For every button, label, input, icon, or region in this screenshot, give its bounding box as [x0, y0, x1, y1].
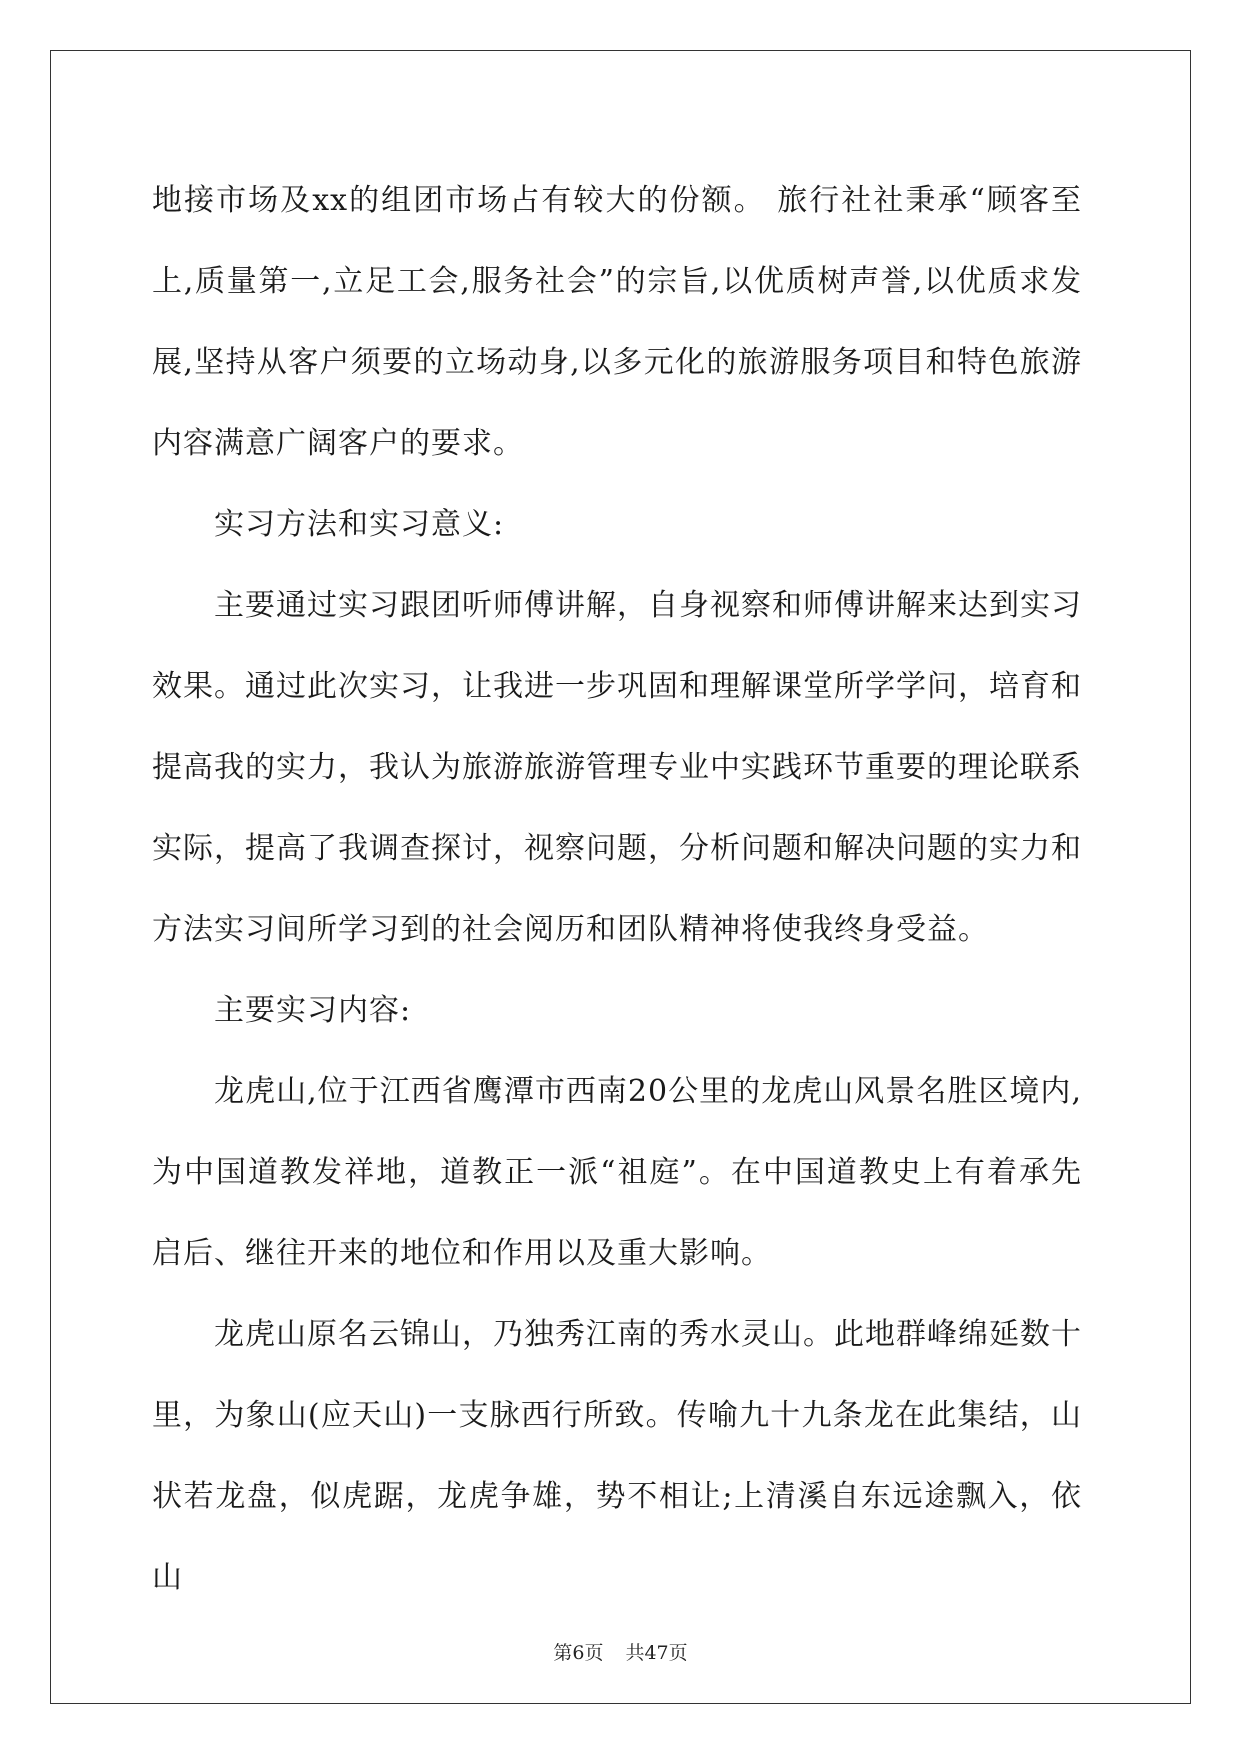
page-number: 第6页 [553, 1642, 604, 1664]
heading-main-content: 主要实习内容: [152, 993, 412, 1028]
paragraph-method: 主要通过实习跟团听师傅讲解，自身视察和师傅讲解来达到实习效果。通过此次实习，让我进一步巩固和理解课堂所学学问，培育和提高我的实力，我认为旅游旅游管理专业中实践环节重要的理论联系实际，提高了我调查探讨，视察问题，分析问题和解决问题的实力和方法实习间所学习到的社会阅历和团队精神将使我终身受益。 [152, 588, 1082, 947]
page-footer [0, 1638, 1241, 1665]
paragraph-longhushan-history: 龙虎山原名云锦山，乃独秀江南的秀水灵山。此地群峰绵延数十里，为象山(应天山)一支脉西行所致。传喻九十九条龙在此集结，山状若龙盘，似虎踞，龙虎争雄，势不相让;上清溪自东远途飘入，依山 [152, 1317, 1082, 1595]
heading-method-and-significance: 实习方法和实习意义: [152, 507, 505, 542]
document-body [152, 160, 1082, 1618]
paragraph-longhushan-location: 龙虎山,位于江西省鹰潭市西南20公里的龙虎山风景名胜区境内,为中国道教发祥地，道教正一派“祖庭”。在中国道教史上有着承先启后、继往开来的地位和作用以及重大影响。 [152, 1074, 1082, 1271]
paragraph-intro-continuation: 地接市场及xx的组团市场占有较大的份额。 旅行社社秉承“顾客至上,质量第一,立足工会,服务社会”的宗旨,以优质树声誉,以优质求发展,坚持从客户须要的立场动身,以多元化的旅游服务项目和特色旅游内容满意广阔客户的要求。 [152, 183, 1082, 461]
page-total: 共47页 [625, 1642, 688, 1664]
